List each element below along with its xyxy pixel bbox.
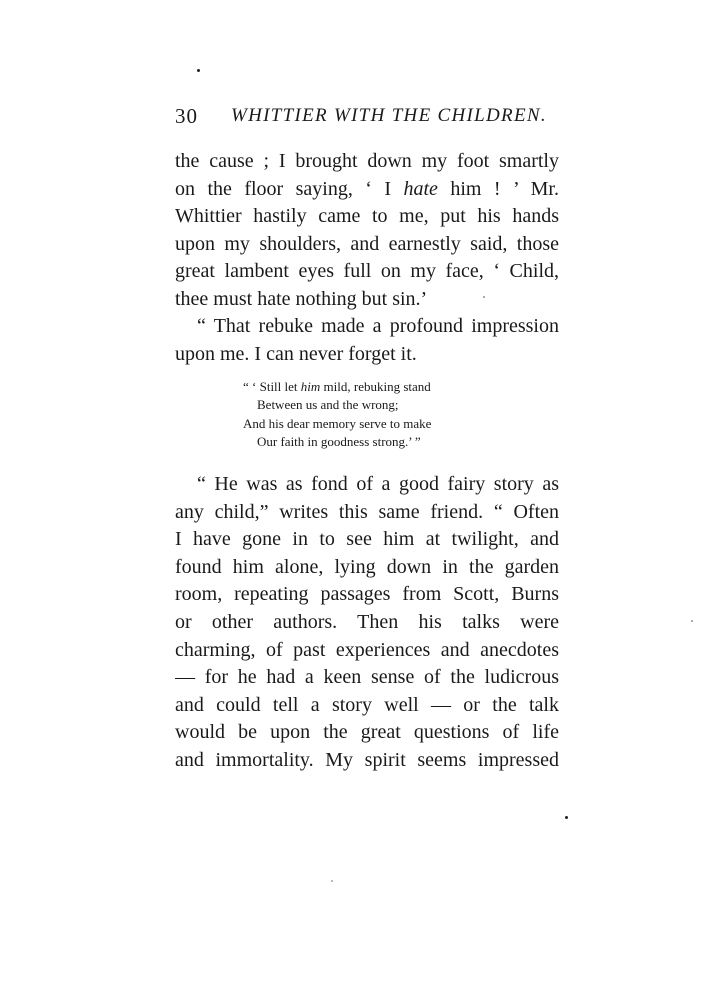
text-line: or other authors. Then his talks were xyxy=(175,610,559,633)
text-line: upon me. I can never forget it. xyxy=(175,342,417,365)
poem-line xyxy=(243,378,431,396)
scan-speck xyxy=(197,69,200,72)
text-line: — for he had a keen sense of the ludicrous xyxy=(175,666,559,689)
running-head: WHITTIER WITH THE CHILDREN. xyxy=(231,105,547,126)
page-number: 30 xyxy=(175,104,198,128)
text-line: and immortality. My spirit seems impressed xyxy=(175,748,559,771)
text-fragment: him ! ’ Mr. xyxy=(437,177,559,200)
scan-speck xyxy=(565,816,568,819)
text-line: the cause ; I brought down my foot smartly xyxy=(175,150,559,172)
paragraph-1 xyxy=(175,148,559,314)
poem-line: Between us and the wrong; xyxy=(257,397,399,413)
text-line: upon my shoulders, and earnestly said, those xyxy=(175,232,559,255)
text-fragment: on the floor saying, ‘ I xyxy=(175,177,404,200)
emphasis-text: him xyxy=(300,379,321,394)
scan-speck xyxy=(331,880,333,882)
scan-speck xyxy=(691,620,693,622)
text-fragment: mild, rebuking stand xyxy=(320,379,431,394)
text-line: Whittier hastily came to me, put his hands xyxy=(175,205,559,228)
page-header xyxy=(175,104,545,134)
text-line: I have gone in to see him at twilight, and xyxy=(175,528,559,551)
poem-quotation xyxy=(243,378,431,452)
text-line xyxy=(175,176,559,204)
text-fragment: “ ‘ Still let xyxy=(243,379,301,394)
text-line: great lambent eyes full on my face, ‘ Child, xyxy=(175,260,559,283)
text-line: and could tell a story well — or the talk xyxy=(175,693,559,716)
emphasis-text: hate xyxy=(403,177,438,200)
text-line: charming, of past experiences and anecdotes xyxy=(175,638,559,661)
text-line: any child,” writes this same friend. “ Often xyxy=(175,500,559,523)
text-line: “ That rebuke made a profound impression xyxy=(197,315,559,337)
text-line: thee must hate nothing but sin.’ xyxy=(175,287,428,310)
text-line: found him alone, lying down in the garden xyxy=(175,555,559,578)
poem-line: Our faith in goodness strong.’ ” xyxy=(257,434,421,450)
text-line: “ He was as fond of a good fairy story as xyxy=(197,473,559,495)
paragraph-3 xyxy=(175,471,559,775)
text-line: room, repeating passages from Scott, Burns xyxy=(175,583,559,606)
text-line: would be upon the great questions of life xyxy=(175,721,559,744)
paragraph-2 xyxy=(175,313,559,368)
poem-line: And his dear memory serve to make xyxy=(243,415,432,431)
